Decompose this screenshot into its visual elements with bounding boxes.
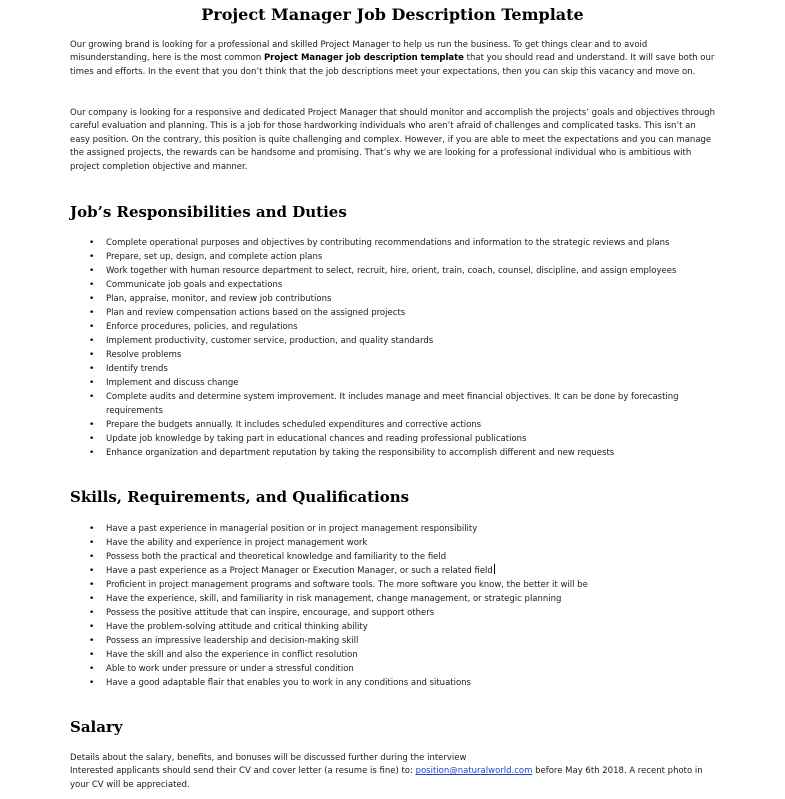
intro-text-start: Our growing brand is looking for a professional and skilled Project Manager to help us run the business. To get things clear and to avoid misunderstanding, here is the most common	[70, 40, 648, 64]
list-item: • Work together with human resource department to select, recruit, hire, orient, train, coach, counsel, discipline, and assign employees	[89, 266, 677, 276]
bullet-icon: •	[89, 322, 95, 332]
salary-paragraph	[70, 752, 718, 792]
bullet-icon: •	[89, 636, 95, 646]
list-item: • Have the experience, skill, and familiarity in risk management, change management, or strategic planning	[89, 594, 562, 604]
bullet-icon: •	[89, 622, 95, 632]
bullet-icon: •	[89, 350, 95, 360]
bullet-icon: •	[89, 392, 95, 402]
intro-text-end: that you should read and understand. It will save both our times and efforts. In the event that you don’t think that the job descriptions meet your expectations, then you can skip this vacancy and move on.	[70, 53, 715, 77]
bullet-icon: •	[89, 420, 95, 430]
list-item: • Prepare, set up, design, and complete action plans	[89, 252, 323, 262]
bullet-icon: •	[89, 308, 95, 318]
list-item: • Have the ability and experience in project management work	[89, 538, 368, 548]
bullet-icon: •	[89, 524, 95, 534]
list-item: • Possess the positive attitude that can inspire, encourage, and support others	[89, 608, 435, 618]
email-link[interactable]: position@naturalworld.com	[415, 766, 533, 777]
application-text-start: Interested applicants should send their CV and cover letter (a resume is fine) to:	[70, 766, 416, 777]
list-item: • Have a good adaptable flair that enables you to work in any conditions and situations	[89, 678, 471, 688]
list-item: • Identify trends	[89, 364, 168, 374]
salary-details-line: Details about the salary, benefits, and bonuses will be discussed further during the interview	[70, 753, 467, 763]
list-item: • Plan, appraise, monitor, and review job contributions	[89, 294, 332, 304]
list-item: • Able to work under pressure or under a stressful condition	[89, 664, 354, 674]
list-item: • Have the problem-solving attitude and critical thinking ability	[89, 622, 368, 632]
bullet-icon: •	[89, 580, 95, 590]
list-item: • Have a past experience as a Project Manager or Execution Manager, or such a related field	[89, 566, 493, 576]
bullet-icon: •	[89, 566, 95, 576]
list-item: • Enhance organization and department reputation by taking the responsibility to accomplish different and new requests	[89, 448, 615, 458]
skills-heading: Skills, Requirements, and Qualifications	[70, 488, 410, 506]
description-paragraph: Our company is looking for a responsive and dedicated Project Manager that should monitor and accomplish the projects’ goals and objectives through careful evaluation and planning. This is a job for those hardworking individuals who aren’t afraid of challenges and complicated tasks. This isn’t an easy position. On the contrary, this position is quite challenging and complex. However, if you are able to meet the expectations and you can manage the assigned projects, the rewards can be handsome and promising. That’s why we are looking for a professional individual who is ambitious with project completion objective and manner.	[70, 108, 716, 172]
skills-list	[70, 522, 718, 690]
application-text-end: before May 6th 2018. A recent photo in your CV will be appreciated.	[70, 766, 703, 790]
bullet-icon: •	[89, 552, 95, 562]
intro-paragraph	[70, 39, 718, 79]
bullet-icon: •	[89, 336, 95, 346]
list-item: • Resolve problems	[89, 350, 182, 360]
bullet-icon: •	[89, 266, 95, 276]
list-item: • Communicate job goals and expectations	[89, 280, 283, 290]
list-item: • Proficient in project management programs and software tools. The more software you know, the better it will be	[89, 580, 588, 590]
list-item: • Have the skill and also the experience in conflict resolution	[89, 650, 358, 660]
bullet-icon: •	[89, 294, 95, 304]
bullet-icon: •	[89, 608, 95, 618]
list-item: • Prepare the budgets annually. It includes scheduled expenditures and corrective actions	[89, 420, 482, 430]
intro-bold-phrase: Project Manager job description template	[263, 53, 464, 64]
list-item: • Complete audits and determine system improvement. It includes manage and meet financial objectives. It can be done by forecasting requirements	[89, 392, 679, 416]
list-item: • Implement productivity, customer service, production, and quality standards	[89, 336, 434, 346]
bullet-icon: •	[89, 364, 95, 374]
text-cursor	[494, 564, 495, 574]
list-item: • Possess an impressive leadership and decision-making skill	[89, 636, 359, 646]
bullet-icon: •	[89, 434, 95, 444]
bullet-icon: •	[89, 594, 95, 604]
bullet-icon: •	[89, 378, 95, 388]
responsibilities-list	[70, 236, 718, 460]
list-item: • Complete operational purposes and objectives by contributing recommendations and information to the strategic reviews and plans	[89, 238, 670, 248]
bullet-icon: •	[89, 664, 95, 674]
list-item: • Enforce procedures, policies, and regulations	[89, 322, 298, 332]
bullet-icon: •	[89, 280, 95, 290]
salary-heading: Salary	[70, 718, 123, 736]
bullet-icon: •	[89, 678, 95, 688]
list-item: • Possess both the practical and theoretical knowledge and familiarity to the field	[89, 552, 447, 562]
bullet-icon: •	[89, 238, 95, 248]
list-item: • Implement and discuss change	[89, 378, 239, 388]
bullet-icon: •	[89, 252, 95, 262]
bullet-icon: •	[89, 538, 95, 548]
list-item: • Plan and review compensation actions based on the assigned projects	[89, 308, 406, 318]
document-title: Project Manager Job Description Template	[201, 5, 584, 24]
list-item: • Update job knowledge by taking part in educational chances and reading professional publications	[89, 434, 527, 444]
bullet-icon: •	[89, 448, 95, 458]
bullet-icon: •	[89, 650, 95, 660]
list-item: • Have a past experience in managerial position or in project management responsibility	[89, 524, 478, 534]
responsibilities-heading: Job’s Responsibilities and Duties	[70, 203, 347, 221]
